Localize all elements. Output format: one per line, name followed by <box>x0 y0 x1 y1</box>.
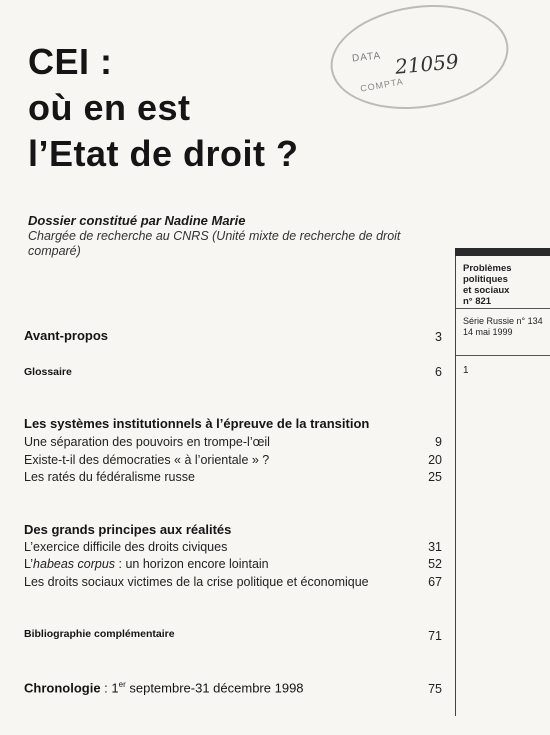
chronologie-label: Chronologie <box>24 680 101 696</box>
toc-page-glossaire: 6 <box>435 365 442 379</box>
publication-name <box>463 263 512 307</box>
title-line-2: où en est <box>28 87 191 128</box>
sidebar-separator <box>456 355 550 356</box>
toc-item: Les ratés du fédéralisme russe <box>24 470 195 484</box>
sidebar-separator <box>456 308 550 309</box>
toc-section-1-heading: Les systèmes institutionnels à l’épreuve de la transition <box>24 416 370 431</box>
dossier-heading: Dossier constitué par Nadine Marie <box>28 213 246 228</box>
toc-item <box>24 557 269 571</box>
chronologie-range: septembre-31 décembre 1998 <box>125 680 304 696</box>
sidebar-divider <box>455 256 456 716</box>
toc-bibliographie: Bibliographie complémentaire <box>24 628 175 640</box>
publication-line: n° 821 <box>463 296 492 307</box>
toc-avant-propos: Avant-propos <box>24 328 109 343</box>
toc-page-chronologie: 75 <box>428 682 442 696</box>
handwritten-number: 21059 <box>394 49 460 79</box>
toc-item-suffix: : un horizon encore lointain <box>115 557 269 571</box>
serie-info <box>463 316 543 337</box>
toc-item-prefix: L’ <box>24 557 34 571</box>
chronologie-separator: : <box>100 680 112 696</box>
stamp-text-2: COMPTA <box>359 76 405 94</box>
title-line-1: CEI : <box>28 41 113 82</box>
stamp-text: DATA <box>351 50 382 65</box>
toc-chronologie <box>24 680 304 695</box>
toc-page: 25 <box>428 470 442 484</box>
issue-date: 14 mai 1999 <box>463 326 513 337</box>
publication-line: et sociaux <box>463 285 510 296</box>
toc-item-emphasis: habeas corpus <box>33 557 116 571</box>
serie-number: Série Russie n° 134 <box>463 316 543 326</box>
chronologie-range-start: 1 <box>111 680 119 696</box>
toc-page: 52 <box>428 557 442 571</box>
sidebar-rule <box>455 248 550 256</box>
toc-page: 9 <box>435 435 442 449</box>
toc-page: 31 <box>428 540 442 554</box>
publication-line: Problèmes <box>463 263 512 274</box>
title-line-3: l’Etat de droit ? <box>28 133 299 174</box>
toc-item: Existe-t-il des démocraties « à l’orientale » ? <box>24 453 270 467</box>
publication-line: politiques <box>463 274 508 285</box>
toc-item: L’exercice difficile des droits civiques <box>24 540 228 554</box>
chronologie-ordinal: er <box>118 680 126 689</box>
toc-glossaire: Glossaire <box>24 366 72 378</box>
toc-item: Les droits sociaux victimes de la crise politique et économique <box>24 575 369 589</box>
toc-page: 20 <box>428 453 442 467</box>
toc-page-avant-propos: 3 <box>435 330 442 344</box>
dossier-subtitle: Chargée de recherche au CNRS (Unité mixte de recherche de droit comparé) <box>28 229 401 258</box>
toc-page-bibliographie: 71 <box>428 629 442 643</box>
page-number: 1 <box>463 365 469 376</box>
toc-item: Une séparation des pouvoirs en trompe-l’œil <box>24 435 270 449</box>
toc-section-2-heading: Des grands principes aux réalités <box>24 522 232 537</box>
toc-page: 67 <box>428 575 442 589</box>
